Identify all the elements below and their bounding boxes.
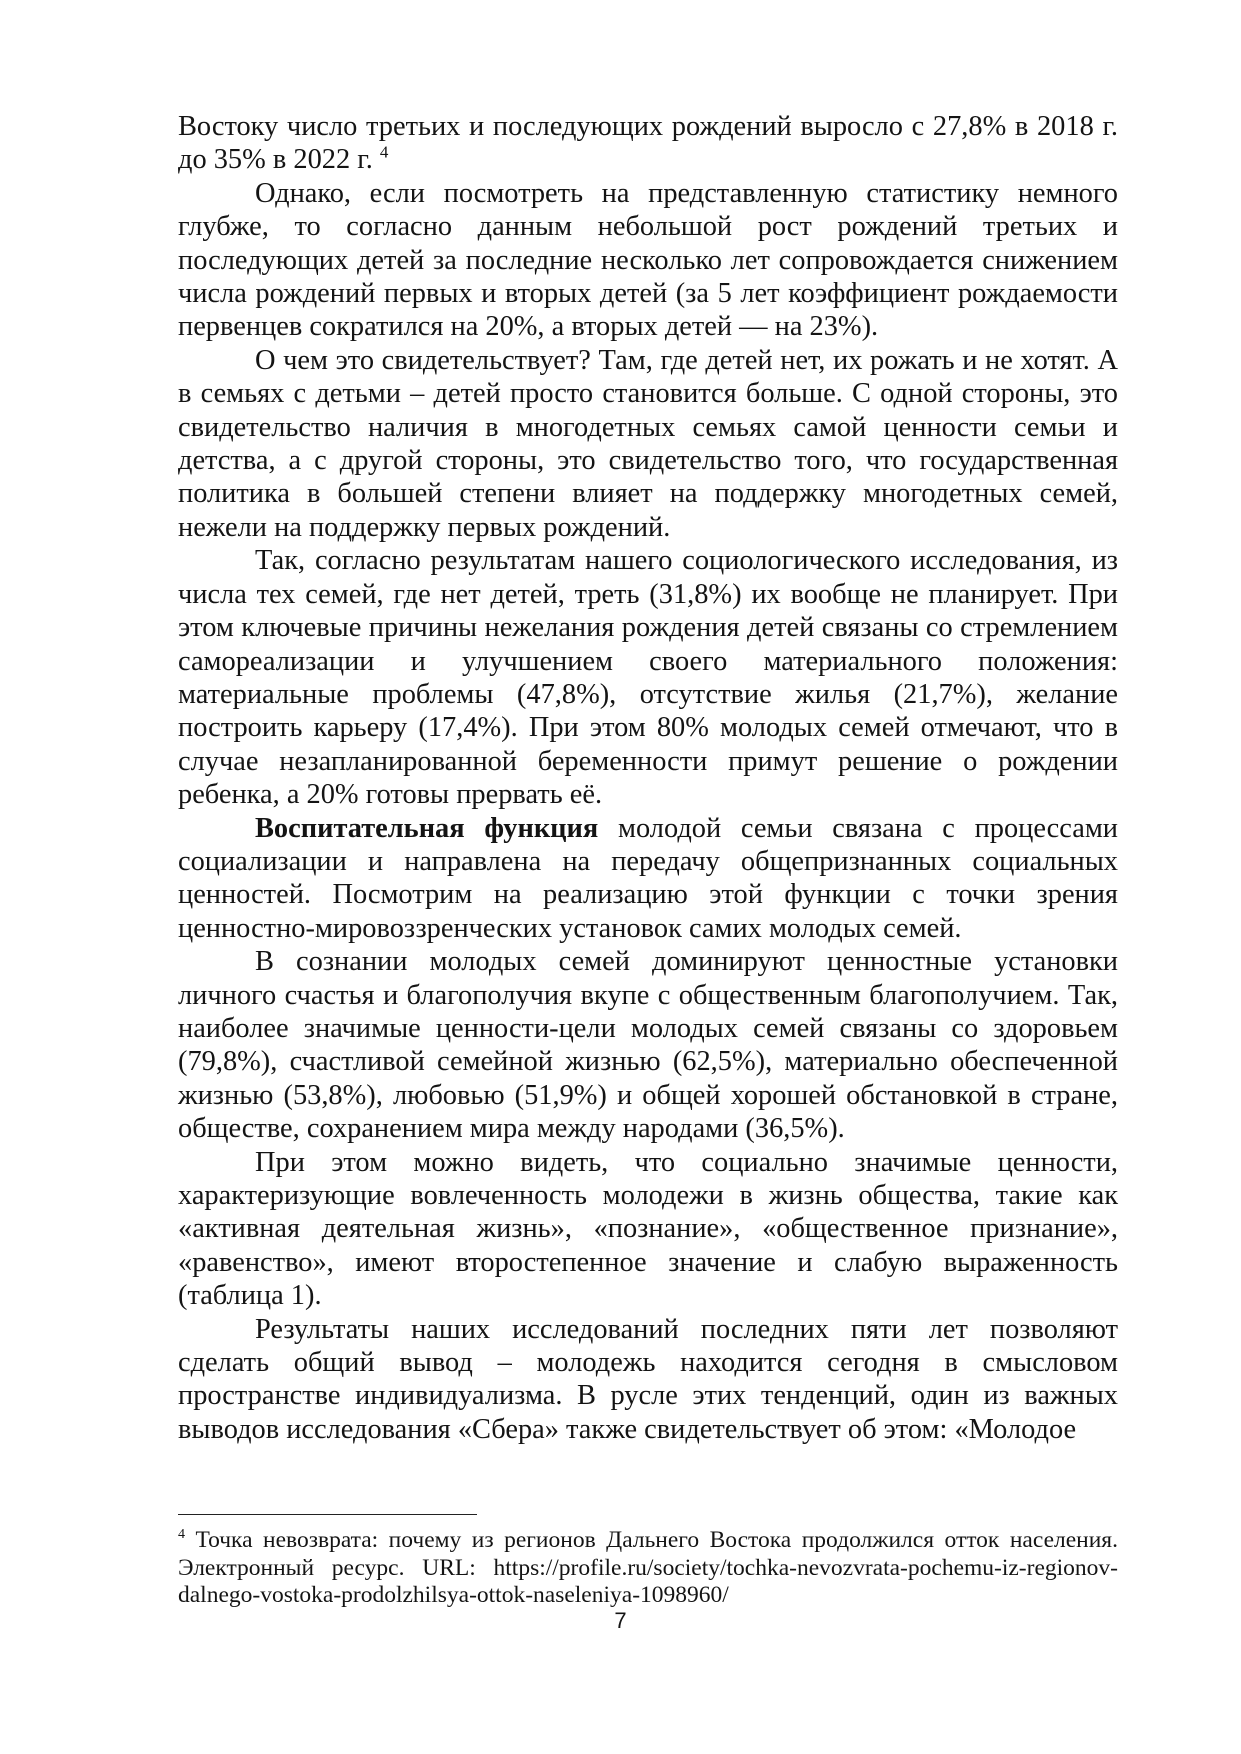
paragraph-educational-function: [178, 812, 1118, 946]
paragraph-values: В сознании молодых семей доминируют ценностные установки личного счастья и благополучия вкупе с общественным благополучием. Так, наиболее значимые ценности-цели молодых семей связаны со здоровьем (79,8%), счастливой семейной жизнью (62,5%), материально обеспеченной жизнью (53,8%), любовью (51,9%) и общей хорошей обстановкой в стране, обществе, сохранением мира между народами (36,5%).: [178, 946, 1118, 1145]
paragraph-text: молодой семьи связана с процессами социализации и направлена на передачу общепризнанных социальных ценностей. Посмотрим на реализацию этой функции с точки зрения ценностно-мировоззренческих установок самих молодых семей.: [178, 812, 1118, 944]
footnote-reference[interactable]: 4: [379, 142, 389, 162]
paragraph-interpretation: О чем это свидетельствует? Там, где детей нет, их рожать и не хотят. А в семьях с детьми – детей просто становится больше. С одной стороны, это свидетельство наличия в многодетных семьях самой ценности семьи и детства, а с другой стороны, это свидетельство того, что государственная политика в большей степени влияет на поддержку многодетных семей, нежели на поддержку первых рождений.: [178, 344, 1118, 543]
paragraph-survey-results: Так, согласно результатам нашего социологического исследования, из числа тех семей, где нет детей, треть (31,8%) их вообще не планирует. При этом ключевые причины нежелания рождения детей связаны со стремлением самореализации и улучшением своего материального положения: материальные проблемы (47,8%), отсутствие жилья (21,7%), желание построить карьеру (17,4%). При этом 80% молодых семей отмечают, что в случае незапланированной беременности примут решение о рождении ребенка, а 20% готовы прервать её.: [178, 545, 1118, 811]
paragraph-social-values: При этом можно видеть, что социально значимые ценности, характеризующие вовлеченность молодежи в жизнь общества, такие как «активная деятельная жизнь», «познание», «общественное признание», «равенство», имеют второстепенное значение и слабую выраженность (таблица 1).: [178, 1146, 1118, 1312]
footnote-text: Точка невозврата: почему из регионов Дальнего Востока продолжился отток населения. Электронный ресурс. URL: https://profile.ru/society/tochka-nevozvrata-pochemu-iz-regionov-dalnego-vostoka-prodolzhilsya-ottok-naseleniya-1098960/: [178, 1527, 1118, 1608]
paragraph-continuation: [178, 110, 1118, 177]
paragraph-conclusion: Результаты наших исследований последних пяти лет позволяют сделать общий вывод – молодежь находится сегодня в смысловом пространстве индивидуализма. В русле этих тенденций, один из важных выводов исследования «Сбера» также свидетельствует об этом: «Молодое: [178, 1313, 1118, 1445]
page-number: 7: [614, 1608, 627, 1633]
document-body: [178, 110, 1118, 1446]
footnote: [178, 1527, 1118, 1610]
bold-term: Воспитательная функция: [255, 812, 599, 844]
footnote-separator: [178, 1514, 477, 1515]
footnote-number: 4: [178, 1527, 185, 1543]
paragraph-statistics: Однако, если посмотреть на представленную статистику немного глубже, то согласно данным небольшой рост рождений третьих и последующих детей за последние несколько лет сопровождается снижением числа рождений первых и вторых детей (за 5 лет коэффициент рождаемости первенцев сократился на 20%, а вторых детей — на 23%).: [178, 177, 1118, 343]
paragraph-text: Востоку число третьих и последующих рождений выросло с 27,8% в 2018 г. до 35% в 2022 г.: [178, 111, 1118, 176]
